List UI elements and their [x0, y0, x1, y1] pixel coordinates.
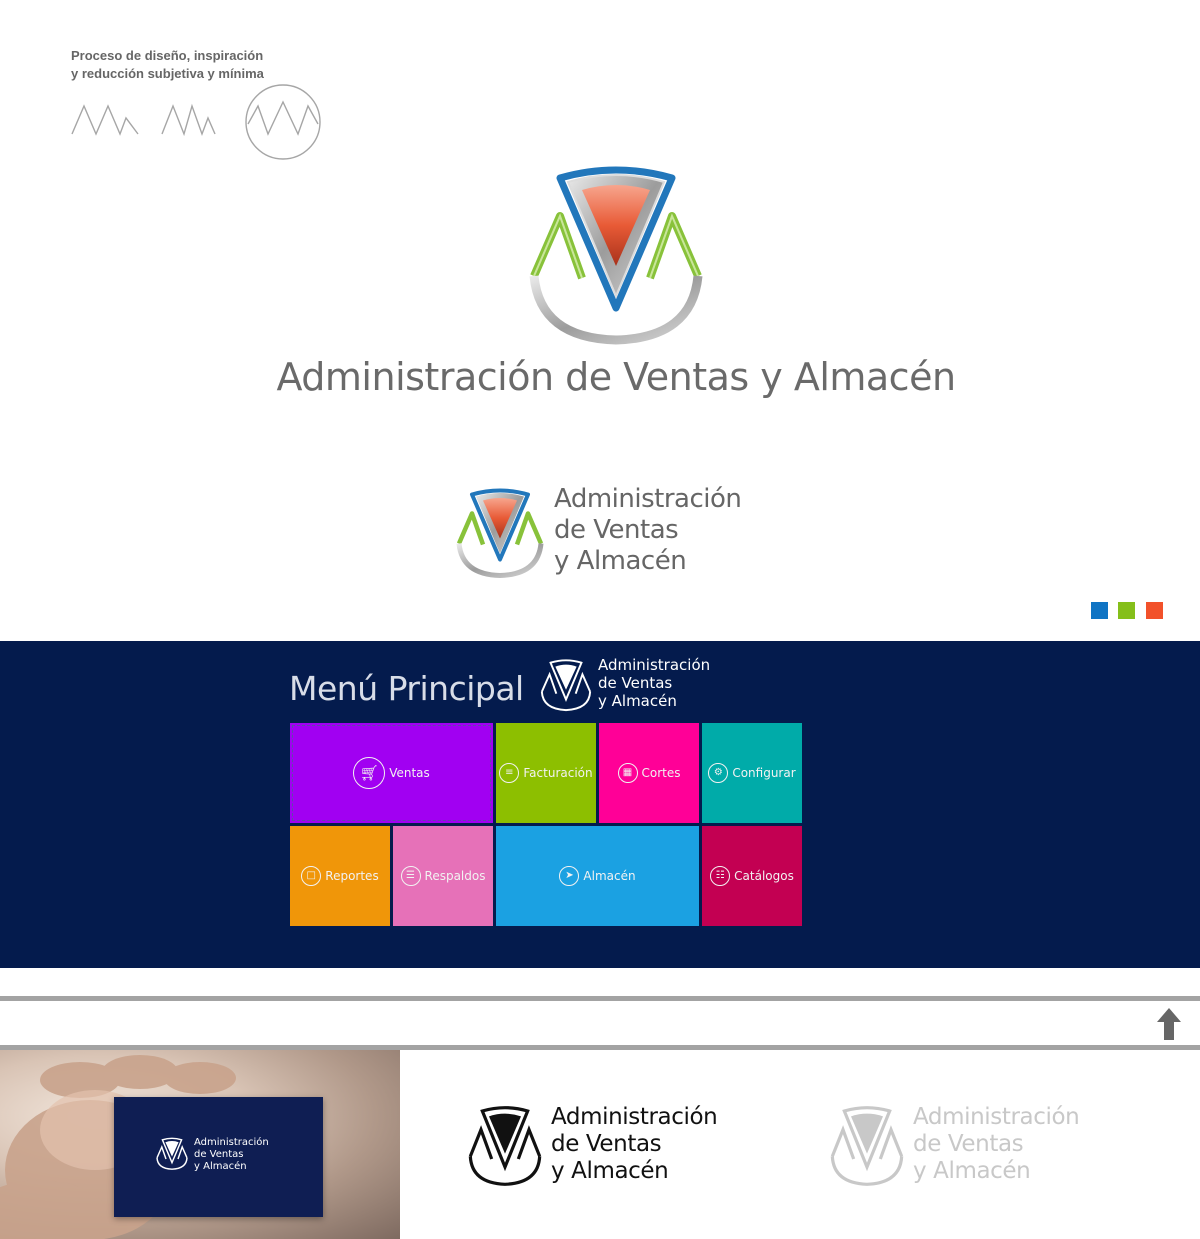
tile-ventas[interactable]: [290, 723, 493, 823]
sketch-circle-ava: [248, 102, 318, 134]
gray-logo-line1: Administración: [913, 1104, 1080, 1130]
tile-label: Cortes: [641, 766, 681, 780]
menu-title: Menú Principal: [289, 669, 524, 708]
swatch-red: [1146, 602, 1163, 619]
tile-facturacion[interactable]: [496, 723, 596, 823]
secondary-logo-line3: y Almacén: [554, 546, 687, 576]
menu-logo-line1: Administración: [598, 656, 711, 674]
hero-title: Administración de Ventas y Almacén: [276, 355, 956, 399]
boxes-icon: ▦: [618, 763, 638, 783]
tile-label: Facturación: [523, 766, 593, 780]
gray-logo-text: [913, 1104, 1079, 1185]
tile-label: Ventas: [389, 766, 430, 780]
card-logo-icon: [154, 1135, 190, 1171]
card-logo-line1: Administración: [194, 1137, 269, 1148]
gear-icon: ⚙: [708, 763, 728, 783]
up-arrow-icon[interactable]: [1156, 1007, 1182, 1041]
black-logo-icon: [465, 1103, 545, 1187]
business-card: [114, 1097, 323, 1217]
card-logo-text: [194, 1137, 269, 1173]
tile-label: Reportes: [325, 869, 379, 883]
database-icon: ☰: [401, 866, 421, 886]
menu-logo-line3: y Almacén: [598, 692, 677, 710]
secondary-logo-text: [554, 484, 741, 577]
truck-icon: ➤: [559, 866, 579, 886]
tile-label: Almacén: [583, 869, 636, 883]
divider-top: [0, 996, 1200, 1001]
gray-logo-icon: [827, 1103, 907, 1187]
black-logo-line1: Administración: [551, 1104, 718, 1130]
sketch-circle: [246, 85, 320, 159]
card-logo-line3: y Almacén: [194, 1161, 247, 1172]
cart-icon: 🛒︎: [353, 757, 385, 789]
sketch-ava-narrow: [162, 106, 215, 134]
tile-respaldos[interactable]: [393, 826, 493, 926]
tile-label: Configurar: [732, 766, 796, 780]
report-icon: □: [301, 866, 321, 886]
black-logo-line2: de Ventas: [551, 1131, 662, 1157]
process-note: [71, 47, 301, 83]
tile-cortes[interactable]: [599, 723, 699, 823]
hero-logo-icon: [520, 158, 712, 348]
secondary-logo-line2: de Ventas: [554, 515, 679, 545]
swatch-blue: [1091, 602, 1108, 619]
tile-almacen[interactable]: [496, 826, 699, 926]
catalog-icon: ☷: [710, 866, 730, 886]
gray-logo-line2: de Ventas: [913, 1131, 1024, 1157]
process-note-line1: Proceso de diseño, inspiración: [71, 48, 264, 63]
tile-catalogos[interactable]: [702, 826, 802, 926]
secondary-logo-line1: Administración: [554, 484, 742, 514]
menu-logo-icon: [537, 655, 595, 713]
tile-configurar[interactable]: [702, 723, 802, 823]
logo-sketches: [70, 80, 330, 165]
tile-label: Catálogos: [734, 869, 794, 883]
tile-reportes[interactable]: [290, 826, 390, 926]
document-icon: ≡: [499, 763, 519, 783]
gray-logo-line3: y Almacén: [913, 1158, 1031, 1184]
process-note-line2: y reducción subjetiva y mínima: [71, 66, 264, 81]
tile-label: Respaldos: [424, 869, 486, 883]
menu-logo-line2: de Ventas: [598, 674, 673, 692]
black-logo-text: [551, 1104, 717, 1185]
card-logo-line2: de Ventas: [194, 1149, 244, 1160]
secondary-logo-icon: [452, 480, 548, 584]
black-logo-line3: y Almacén: [551, 1158, 669, 1184]
menu-logo-text: [598, 656, 710, 710]
swatch-green: [1118, 602, 1135, 619]
sketch-ava-wide: [72, 106, 138, 134]
